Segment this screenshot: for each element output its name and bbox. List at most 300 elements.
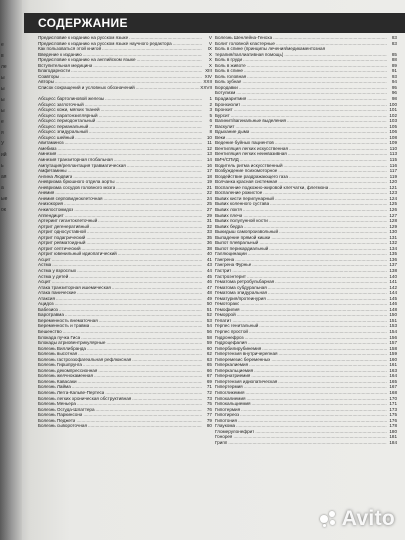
toc-entry-page: V bbox=[208, 35, 212, 40]
toc-entry-title: Боль в спине (принципы лечения/медикаментозная bbox=[215, 46, 326, 52]
toc-entry-title: Соавторы bbox=[38, 73, 60, 79]
toc-entry-title: Болезнь Лайма bbox=[38, 384, 71, 390]
toc-entry-page: 171 bbox=[389, 401, 397, 407]
toc-entry-title: Астма у взрослых bbox=[38, 267, 77, 273]
toc-entry-page: 73 bbox=[206, 395, 212, 401]
toc-entry-title: Гематома ретробульбарная bbox=[215, 279, 275, 285]
toc-entry-page: 157 bbox=[389, 340, 397, 346]
toc-entry-page: 5 bbox=[209, 112, 212, 118]
toc-entry-page: 129 bbox=[389, 223, 397, 229]
toc-entry-title: Артрит ювенильный идиопатический bbox=[38, 251, 117, 257]
toc-entry-page: 102 bbox=[389, 112, 397, 118]
toc-entry-title: Авитаминоз bbox=[38, 140, 64, 146]
toc-entry-page: 161 bbox=[389, 362, 397, 368]
edge-fragment: ые bbox=[1, 196, 8, 202]
toc-entry-page: 106 bbox=[389, 129, 397, 135]
toc-entry-page: 14 bbox=[206, 157, 212, 163]
toc-entry-page: 40 bbox=[206, 251, 212, 257]
toc-entry-page: 7 bbox=[209, 123, 212, 129]
toc-entry-page: 53 bbox=[206, 317, 212, 323]
toc-entry-title: Амфетамины bbox=[38, 168, 67, 174]
toc-entry-title: Васкулит bbox=[215, 123, 235, 129]
edge-fragment: е bbox=[1, 119, 4, 125]
toc-entry-page: X bbox=[208, 57, 212, 63]
toc-entry-page: 13 bbox=[206, 151, 212, 157]
toc-entry-page: 103 bbox=[389, 118, 397, 124]
toc-entry-title: Вступительная медицина bbox=[38, 62, 93, 68]
toc-entry-page: 77 bbox=[206, 412, 212, 418]
toc-entry-page: 141 bbox=[389, 279, 397, 285]
toc-entry-title: Астма у детей bbox=[38, 273, 69, 279]
toc-entry-title: Асцит bbox=[38, 279, 51, 285]
toc-entry-title: Как пользоваться этой книгой bbox=[38, 46, 102, 52]
toc-entry-title: терапия/паллиативная помощь) bbox=[215, 51, 284, 57]
toc-entry-title: Абсцесс бартолиновой железы bbox=[38, 96, 105, 102]
toc-entry-title: Абсцесс периодонтальный bbox=[38, 118, 96, 124]
page-title: СОДЕРЖАНИЕ bbox=[38, 16, 128, 30]
toc-entry-page: 131 bbox=[389, 234, 397, 240]
toc-entry-page: XXVII bbox=[200, 84, 212, 90]
toc-entry-title: Вывих локтя bbox=[215, 206, 242, 212]
toc-entry-title: Гидроцефалия bbox=[215, 340, 247, 346]
toc-entry-title: Выпадение прямой кишки bbox=[215, 234, 271, 240]
toc-entry-page: 54 bbox=[206, 323, 212, 329]
toc-entry-title: Гипотермия bbox=[215, 406, 241, 412]
toc-entry-title: Предисловие к изданию на русском языке bbox=[38, 35, 129, 40]
toc-entry-title: Ангина Людвига bbox=[38, 173, 73, 179]
toc-entry-title: ВИЧ/СПИД bbox=[215, 157, 239, 163]
toc-entry-title: Гангрена bbox=[215, 256, 235, 262]
toc-entry-title: Артрит ревматоидный bbox=[38, 240, 86, 246]
toc-entry-page: 159 bbox=[389, 351, 397, 357]
toc-entry-page: 180 bbox=[389, 428, 397, 434]
toc-entry-title: Вывих коленного сустава bbox=[215, 201, 270, 207]
toc-entry-page: 158 bbox=[389, 345, 397, 351]
toc-entry-title: Галлюцинации bbox=[215, 251, 247, 257]
toc-entry-title: Вентиляция легких искусственная bbox=[215, 145, 288, 151]
toc-entry-title: Гипертензия внутричерепная bbox=[215, 351, 278, 357]
toc-entry-page: 148 bbox=[389, 306, 397, 312]
toc-entry-page: 117 bbox=[389, 168, 397, 174]
toc-column-left bbox=[38, 35, 212, 429]
toc-entry-page: 89 bbox=[391, 62, 397, 68]
toc-entry-title: Амнезия bbox=[38, 151, 57, 157]
toc-entry-page: 58 bbox=[206, 334, 212, 340]
toc-entry-title: Гидронефроз bbox=[215, 334, 244, 340]
toc-entry-page: 132 bbox=[389, 240, 397, 246]
toc-entry-page: 69 bbox=[206, 378, 212, 384]
toc-entry-page: 138 bbox=[389, 267, 397, 273]
toc-entry-title: Амебиаз bbox=[38, 145, 57, 151]
edge-fragment: ле bbox=[1, 64, 7, 70]
toc-entry-page: 134 bbox=[389, 245, 397, 251]
toc-entry-title: Гипогликемия bbox=[215, 390, 245, 395]
toc-entry-title: Боль головная bbox=[215, 73, 247, 79]
toc-entry-title: Воздействие раздражающего газа bbox=[215, 173, 288, 179]
toc-entry-page: 59 bbox=[206, 340, 212, 346]
toc-entry-title: Гипернатриемия bbox=[215, 373, 251, 379]
toc-entry-title: Водитель ритма искусственный bbox=[215, 162, 283, 168]
toc-entry-title: Воспаление подкожно-жировой клетчатки, флегмона bbox=[215, 184, 329, 190]
toc-entry-title: Беременность и травма bbox=[38, 323, 90, 329]
toc-entry-page: 145 bbox=[389, 295, 397, 301]
toc-entry-page: 119 bbox=[389, 173, 397, 179]
toc-entry-page: 142 bbox=[389, 284, 397, 290]
toc-entry-title: Выкидыш самопроизвольный bbox=[215, 229, 279, 235]
toc-entry-title: Гипертензия идиопатическая bbox=[215, 378, 278, 384]
toc-entry-title: Болезнь желчнокаменная bbox=[38, 373, 93, 379]
toc-entry-title: Анемия bbox=[38, 190, 55, 196]
toc-entry-title: Болезнь Легга-Кальве-Пертеса bbox=[38, 390, 105, 395]
toc-entry-page: 126 bbox=[389, 206, 397, 212]
toc-entry-page: 127 bbox=[389, 212, 397, 218]
toc-entry-title: Атака панические bbox=[38, 290, 77, 296]
toc-entry-title: Абсцесс эпидуральный bbox=[38, 129, 88, 135]
toc-entry-page: 35 bbox=[206, 234, 212, 240]
toc-entry-page: 50 bbox=[206, 301, 212, 307]
toc-entry-title: Вентиляция легких неинвазивная bbox=[215, 151, 287, 157]
toc-entry-page: 17 bbox=[206, 168, 212, 174]
toc-entry-title: Брадиаритмия bbox=[215, 96, 247, 102]
toc-entry-page: 88 bbox=[391, 57, 397, 63]
toc-entry-title: Гипотония bbox=[215, 417, 237, 423]
toc-entry-title: Болит головной кластерные bbox=[215, 40, 275, 46]
toc-entry-title: Гломерулонефрит bbox=[215, 428, 255, 434]
toc-entry-title: Аневризма брюшного отдела аорты bbox=[38, 179, 115, 185]
toc-entry-title: Абсцесс паратонзиллярный bbox=[38, 112, 98, 118]
toc-entry-page: 124 bbox=[389, 195, 397, 201]
toc-entry-title: Гематома субдуральная bbox=[215, 284, 267, 290]
edge-fragment: ы bbox=[1, 75, 5, 81]
toc-entry-page: 48 bbox=[206, 290, 212, 296]
toc-entry-title: Боль в животе bbox=[215, 62, 246, 68]
toc-entry-page: 3 bbox=[209, 107, 212, 113]
edge-fragment: ок bbox=[1, 207, 6, 213]
toc-entry-page: 44 bbox=[206, 267, 212, 273]
toc-entry-page: 101 bbox=[389, 107, 397, 113]
page-edge-text bbox=[1, 40, 21, 216]
toc-entry-title: Глаукома bbox=[215, 423, 236, 429]
toc-entry-title: Гастроэнтерит bbox=[215, 273, 247, 279]
toc-entry-title: Бабезиоз bbox=[38, 306, 58, 312]
toc-entry-page: 18 bbox=[206, 173, 212, 179]
toc-entry-page: 67 bbox=[206, 373, 212, 379]
toc-entry-page: 32 bbox=[206, 223, 212, 229]
edge-fragment: ая bbox=[1, 174, 7, 180]
toc-entry-title: Гипербилирубинемия bbox=[215, 345, 262, 351]
edge-fragment: ы bbox=[1, 97, 5, 103]
toc-entry-page: 79 bbox=[206, 417, 212, 423]
toc-entry-title: Гипокалиемия bbox=[215, 395, 246, 401]
toc-entry-page: 36 bbox=[206, 240, 212, 246]
toc-entry-page: 154 bbox=[389, 328, 397, 334]
toc-entry-page: 165 bbox=[389, 378, 397, 384]
toc-entry-title: Гангрена Фурнье bbox=[215, 262, 252, 268]
toc-entry-title: Ацидоз bbox=[38, 301, 54, 307]
toc-entry-title: Беременность внематочная bbox=[38, 317, 98, 323]
toc-entry-page: 151 bbox=[389, 317, 397, 323]
edge-fragment: а bbox=[1, 185, 4, 191]
toc-entry-page: 27 bbox=[206, 206, 212, 212]
toc-entry-title: Болезнь сывороточная bbox=[38, 423, 87, 429]
toc-entry-title: Аневризма сосудов головного мозга bbox=[38, 184, 116, 190]
toc-entry-page: 160 bbox=[389, 356, 397, 362]
toc-entry-page: 113 bbox=[389, 151, 397, 157]
toc-entry-page: 66 bbox=[206, 367, 212, 373]
toc-entry-title: Абсцесс шейный bbox=[38, 134, 75, 140]
toc-entry-title: Аппендицит bbox=[38, 212, 64, 218]
toc-entry-title: Список сокращений и условных обозначений bbox=[38, 84, 135, 90]
toc-entry-page: 31 bbox=[206, 218, 212, 224]
toc-entry-title: Болезнь Шенлейна-Геноха bbox=[215, 35, 273, 40]
toc-entry-title: Бронхиолит bbox=[215, 101, 241, 107]
toc-entry-title: Болезнь Педжета bbox=[38, 417, 76, 423]
toc-entry-page: 140 bbox=[389, 273, 397, 279]
toc-entry-title: Гематома эпидуральная bbox=[215, 290, 268, 296]
toc-entry-title: Воспаление рожистое bbox=[215, 190, 263, 196]
toc-entry-page: 12 bbox=[206, 145, 212, 151]
toc-entry-page: 33 bbox=[206, 229, 212, 235]
toc-entry-page: 144 bbox=[389, 290, 397, 296]
toc-entry-title: Асцит bbox=[38, 256, 51, 262]
toc-entry-title: Гипокальциемия bbox=[215, 401, 251, 407]
toc-entry-title: Гиперкалиемия bbox=[215, 362, 249, 368]
toc-entry-page: 76 bbox=[206, 406, 212, 412]
toc-entry-title: Вагинит/вагинальные выделения bbox=[215, 118, 287, 124]
toc-entry-page: 146 bbox=[389, 301, 397, 307]
toc-column-right bbox=[215, 35, 397, 445]
toc-entry-title: Болезнь Паркинсона bbox=[38, 412, 83, 418]
toc-entry-title: Атака транзиторная ишемическая bbox=[38, 284, 111, 290]
toc-entry-page: 1 bbox=[209, 96, 212, 102]
toc-entry-title: Ведение буйных пациентов bbox=[215, 140, 274, 146]
toc-entry-title: Абсцесс кожи, мягких тканей bbox=[38, 107, 100, 113]
toc-entry-page: 167 bbox=[389, 384, 397, 390]
toc-entry-page: 45 bbox=[206, 273, 212, 279]
toc-entry-title: Гемоторакс bbox=[215, 301, 240, 307]
toc-entry-title: Гиперемезис беременных bbox=[215, 356, 271, 362]
toc-entry-page: 38 bbox=[206, 245, 212, 251]
toc-entry-page: 2 bbox=[209, 101, 212, 107]
toc-entry-title: Герпес простой bbox=[215, 328, 248, 334]
toc-entry-page: 10 bbox=[206, 134, 212, 140]
toc-entry-title: Боль зубная bbox=[215, 79, 242, 85]
toc-entry-page: 125 bbox=[389, 201, 397, 207]
toc-entry bbox=[38, 423, 212, 429]
toc-entry-title: Вдыхание дыма bbox=[215, 129, 250, 135]
toc-entry-title: Авторы bbox=[38, 79, 54, 85]
toc-entry-page: 71 bbox=[206, 384, 212, 390]
toc-entry-page: 8 bbox=[209, 129, 212, 135]
toc-entry-title: Болезнь легких хроническая обструктивная bbox=[38, 395, 132, 401]
toc-entry-page: 96 bbox=[391, 90, 397, 96]
toc-entry-page: XIII bbox=[205, 68, 212, 74]
toc-entry-title: Гастрит bbox=[215, 267, 232, 273]
toc-entry-page: 16 bbox=[206, 162, 212, 168]
edge-fragment: У bbox=[1, 141, 5, 147]
toc-entry-title: Боль в спине bbox=[215, 68, 243, 74]
toc-entry-title: Герпес генитальный bbox=[215, 323, 259, 329]
toc-entry-title: Выпот плевральный bbox=[215, 240, 259, 246]
toc-entry-title: Артрит дегенеративный bbox=[38, 223, 90, 229]
toc-entry-page: 108 bbox=[389, 134, 397, 140]
toc-entry-page: 21 bbox=[206, 184, 212, 190]
toc-entry-page: 184 bbox=[389, 439, 397, 445]
toc-entry-title: Бурсит bbox=[215, 112, 230, 118]
toc-entry-title: Гепатит bbox=[215, 317, 232, 323]
toc-entry-title: Болезнь гастроэзофагеальная рефлюксная bbox=[38, 356, 132, 362]
toc-entry-page: 130 bbox=[389, 229, 397, 235]
toc-entry-page: 65 bbox=[206, 362, 212, 368]
toc-entry-page: 123 bbox=[389, 190, 397, 196]
toc-entry-page: 75 bbox=[206, 401, 212, 407]
avito-logo-icon bbox=[320, 510, 338, 528]
toc-entry-title: Артрит подагрический bbox=[38, 234, 86, 240]
toc-entry-page: 116 bbox=[389, 162, 397, 168]
toc-entry-title: Введение к изданию bbox=[38, 51, 82, 57]
toc-entry-page: 46 bbox=[206, 279, 212, 285]
toc-entry-page: 178 bbox=[389, 423, 397, 429]
toc-entry-page: 95 bbox=[391, 84, 397, 90]
toc-entry-title: Волчанка красная системная bbox=[215, 179, 278, 185]
toc-entry-title: Болезнь Виллибранда bbox=[38, 345, 86, 351]
toc-entry-title: Блокады атриовентрикулярные bbox=[38, 340, 106, 346]
edge-fragment: в bbox=[1, 53, 4, 59]
avito-watermark bbox=[320, 506, 395, 532]
toc-entry-page: 63 bbox=[206, 356, 212, 362]
toc-entry-title: Гематурия/протеинурия bbox=[215, 295, 266, 301]
toc-entry-title: Предисловие к изданию на русском языке научного редактора bbox=[38, 40, 172, 46]
toc-entry-page: 115 bbox=[389, 157, 397, 163]
edge-fragment: ы bbox=[1, 108, 5, 114]
toc-entry-page: IX bbox=[207, 46, 212, 52]
toc-entry-title: Атаксия bbox=[38, 295, 55, 301]
toc-entry-title: Возбуждение психомоторное bbox=[215, 168, 278, 174]
toc-entry-title: Вывих полулунной кости bbox=[215, 218, 268, 224]
toc-entry-title: Вывих плеча bbox=[215, 212, 243, 218]
toc-entry-page: 19 bbox=[206, 179, 212, 185]
toc-entry-page: 6 bbox=[209, 118, 212, 124]
toc-entry-page: X bbox=[208, 62, 212, 68]
toc-leader-dots bbox=[227, 440, 387, 446]
toc-entry-page: 83 bbox=[391, 40, 397, 46]
toc-entry-title: Бешенство bbox=[38, 328, 62, 334]
toc-entry-page: 173 bbox=[389, 406, 397, 412]
toc-entry-title: Гипотиреоз bbox=[215, 412, 240, 418]
toc-entry-title: Ампутация/реплантация травматическая bbox=[38, 162, 126, 168]
toc-entry-page: 121 bbox=[389, 184, 397, 190]
toc-entry-page: 181 bbox=[389, 434, 397, 440]
toc-entry-title: Гемофилия bbox=[215, 306, 240, 312]
toc-entry-title: Гонорея bbox=[215, 434, 233, 440]
toc-entry-title: Абсцесс заглоточный bbox=[38, 101, 84, 107]
toc-entry-page: 49 bbox=[206, 295, 212, 301]
toc-entry bbox=[215, 440, 397, 446]
toc-entry-page: 153 bbox=[389, 323, 397, 329]
toc-entry-title: Гипертермия bbox=[215, 384, 243, 390]
toc-entry-page: V bbox=[208, 40, 212, 46]
toc-entry-title: Выпот перикардиальный bbox=[215, 245, 269, 251]
toc-entry-title: Ботулизм bbox=[215, 90, 236, 96]
toc-entry-page: 135 bbox=[389, 251, 397, 257]
toc-entry-page: 105 bbox=[389, 123, 397, 129]
toc-entry-title: Вывих бедра bbox=[215, 223, 243, 229]
toc-entry-title: Болезнь Осгуда-Шлаттера bbox=[38, 406, 95, 412]
toc-entry-title: Анемия серповидноклеточная bbox=[38, 195, 103, 201]
toc-entry-title: Абсцесс перианальный bbox=[38, 123, 89, 129]
toc-entry-title: Благодарности bbox=[38, 68, 71, 74]
toc-entry-page: 98 bbox=[391, 96, 397, 102]
toc-entry-page: 170 bbox=[389, 395, 397, 401]
toc-entry-page: 100 bbox=[389, 101, 397, 107]
toc-entry-title: Анкилостомидоз bbox=[38, 206, 74, 212]
toc-entry-page: 56 bbox=[206, 328, 212, 334]
toc-entry-page: 11 bbox=[207, 140, 212, 146]
toc-leader-dots bbox=[87, 423, 202, 429]
toc-entry-page: 120 bbox=[389, 179, 397, 185]
toc-entry-page: 22 bbox=[206, 190, 212, 196]
toc-entry-title: Артериит гигантоклеточный bbox=[38, 218, 98, 224]
toc-entry-page: 51 bbox=[206, 306, 212, 312]
toc-entry-page: 72 bbox=[206, 390, 212, 395]
toc-entry-title: Амнезия транзиторная глобальная bbox=[38, 157, 113, 163]
toc-entry-page: 150 bbox=[389, 312, 397, 318]
toc-entry-page: 47 bbox=[206, 284, 212, 290]
toc-entry-page: 93 bbox=[391, 73, 397, 79]
edge-fragment: е bbox=[1, 42, 4, 48]
toc-entry-page: 85 bbox=[391, 51, 397, 57]
toc-entry-title: Болезнь высотная bbox=[38, 351, 78, 357]
toc-entry-page: 128 bbox=[389, 218, 397, 224]
toc-entry-page: 137 bbox=[389, 262, 397, 268]
toc-entry-page: 175 bbox=[389, 412, 397, 418]
toc-entry-page: 62 bbox=[206, 351, 212, 357]
edge-fragment: ий bbox=[1, 152, 7, 158]
toc-entry-title: Бронхит bbox=[215, 107, 233, 113]
toc-entry-title: Геморрой bbox=[215, 312, 236, 318]
toc-entry-title: Болезнь Гиршпрунга bbox=[38, 362, 82, 368]
toc-entry-page: 80 bbox=[206, 423, 212, 429]
edge-fragment: ь bbox=[1, 163, 4, 169]
toc-entry-page: 110 bbox=[389, 145, 397, 151]
toc-entry-page: 164 bbox=[389, 373, 397, 379]
toc-entry-page: 156 bbox=[389, 334, 397, 340]
watermark-text: Avito bbox=[341, 507, 395, 530]
edge-fragment: я bbox=[1, 130, 4, 136]
toc-entry-page: 52 bbox=[206, 312, 212, 318]
toc-entry-title: Грипп bbox=[215, 439, 228, 445]
toc-entry-page: 29 bbox=[206, 212, 212, 218]
previous-page-edge bbox=[0, 0, 22, 540]
toc-entry-page: XXII bbox=[203, 79, 212, 85]
toc-entry-title: Астма bbox=[38, 262, 52, 268]
toc-entry-title: Боль в груди bbox=[215, 57, 243, 63]
toc-entry-page: 176 bbox=[389, 417, 397, 423]
toc-entry-page: 60 bbox=[206, 345, 212, 351]
toc-entry-title: Предисловие к изданию на английском языке bbox=[38, 57, 136, 63]
toc-entry-title: Анизокория bbox=[38, 201, 64, 207]
toc-entry-title: Артрит септический bbox=[38, 245, 81, 251]
toc-entry-title: Артрит односуставной bbox=[38, 229, 86, 235]
toc-entry-page: XIV bbox=[204, 73, 212, 79]
toc-entry-page: 43 bbox=[206, 262, 212, 268]
toc-entry-page: 41 bbox=[206, 256, 212, 262]
toc-entry-title: Гиперкальциемия bbox=[215, 367, 254, 373]
toc-entry-page: 25 bbox=[206, 201, 212, 207]
toc-entry-page: 136 bbox=[389, 256, 397, 262]
toc-entry-page: 94 bbox=[391, 79, 397, 85]
toc-entry-title: Блокада пучка Гиса bbox=[38, 334, 81, 340]
